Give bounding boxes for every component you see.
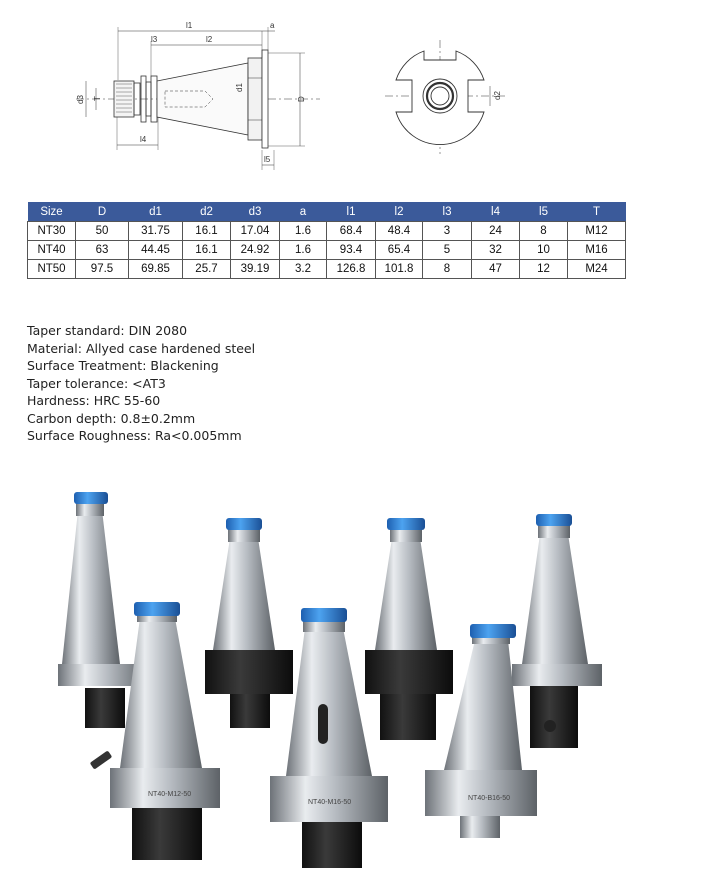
table-cell: 24	[472, 222, 520, 241]
table-cell: 17.04	[231, 222, 280, 241]
dim-label-d3: d3	[76, 95, 85, 104]
table-cell: 63	[76, 241, 129, 260]
table-cell: 8	[423, 260, 472, 279]
product-photo	[40, 478, 680, 878]
table-cell: 44.45	[129, 241, 183, 260]
table-cell: 68.4	[327, 222, 376, 241]
holder-label: NT40-B16-50	[468, 795, 511, 802]
holder-label: NT40-M12-50	[148, 791, 192, 798]
dim-label-l5: l5	[264, 155, 271, 164]
drive-key	[90, 750, 113, 769]
spec-taper-standard: Taper standard: DIN 2080	[27, 323, 188, 338]
header-D: D	[76, 202, 129, 222]
header-l3: l3	[423, 202, 472, 222]
holder-label: NT40-M16-50	[308, 799, 352, 806]
dim-label-l3: l3	[151, 35, 158, 44]
table-cell: 12	[520, 260, 568, 279]
dim-label-D: D	[297, 96, 306, 102]
table-cell: 50	[76, 222, 129, 241]
table-cell: 47	[472, 260, 520, 279]
table-row	[28, 260, 626, 279]
dim-label-a: a	[270, 21, 275, 30]
dim-label-d1: d1	[235, 83, 244, 92]
table-cell: 5	[423, 241, 472, 260]
tool-holder	[110, 602, 220, 860]
header-size: Size	[28, 202, 76, 222]
table-cell: 3	[423, 222, 472, 241]
table-cell: 65.4	[376, 241, 423, 260]
table-cell: 69.85	[129, 260, 183, 279]
dim-label-l4: l4	[140, 135, 147, 144]
table-cell: 3.2	[280, 260, 327, 279]
table-row	[28, 222, 626, 241]
tool-holder	[512, 514, 602, 748]
tool-holder	[365, 518, 453, 740]
table-cell: NT40	[28, 241, 76, 260]
header-l4: l4	[472, 202, 520, 222]
spec-surface-treatment: Surface Treatment: Blackening	[27, 358, 219, 373]
table-cell: 31.75	[129, 222, 183, 241]
table-cell: 101.8	[376, 260, 423, 279]
table-cell: M24	[568, 260, 626, 279]
header-d2: d2	[183, 202, 231, 222]
dim-label-T: T	[93, 96, 102, 101]
spec-surface-roughness: Surface Roughness: Ra<0.005mm	[27, 428, 242, 443]
table-cell: 10	[520, 241, 568, 260]
header-d3: d3	[231, 202, 280, 222]
table-cell: 16.1	[183, 222, 231, 241]
tool-holder	[205, 518, 293, 728]
table-cell: NT30	[28, 222, 76, 241]
header-d1: d1	[129, 202, 183, 222]
dim-label-l2: l2	[206, 35, 213, 44]
tool-holder	[270, 608, 388, 868]
table-cell: 97.5	[76, 260, 129, 279]
header-l1: l1	[327, 202, 376, 222]
header-a: a	[280, 202, 327, 222]
table-cell: 1.6	[280, 241, 327, 260]
table-cell: M12	[568, 222, 626, 241]
spec-taper-tolerance: Taper tolerance: <AT3	[27, 375, 166, 391]
table-cell: 1.6	[280, 222, 327, 241]
table-cell: 32	[472, 241, 520, 260]
specification-list	[27, 322, 255, 445]
dimension-table	[27, 202, 626, 279]
dim-label-d2: d2	[493, 91, 502, 100]
header-l5: l5	[520, 202, 568, 222]
table-cell: NT50	[28, 260, 76, 279]
technical-drawing	[0, 0, 708, 190]
dim-label-l1: l1	[186, 21, 193, 30]
spec-material: Material: Allyed case hardened steel	[27, 340, 256, 356]
spec-carbon-depth: Carbon depth: 0.8±0.2mm	[27, 410, 196, 426]
header-T: T	[568, 202, 626, 222]
table-cell: 25.7	[183, 260, 231, 279]
table-cell: 93.4	[327, 241, 376, 260]
table-cell: 48.4	[376, 222, 423, 241]
table-cell: 16.1	[183, 241, 231, 260]
spec-hardness: Hardness: HRC 55-60	[27, 393, 161, 408]
table-header-row	[28, 202, 626, 222]
table-cell: M16	[568, 241, 626, 260]
table-row	[28, 241, 626, 260]
header-l2: l2	[376, 202, 423, 222]
table-cell: 126.8	[327, 260, 376, 279]
table-cell: 24.92	[231, 241, 280, 260]
table-cell: 39.19	[231, 260, 280, 279]
table-cell: 8	[520, 222, 568, 241]
